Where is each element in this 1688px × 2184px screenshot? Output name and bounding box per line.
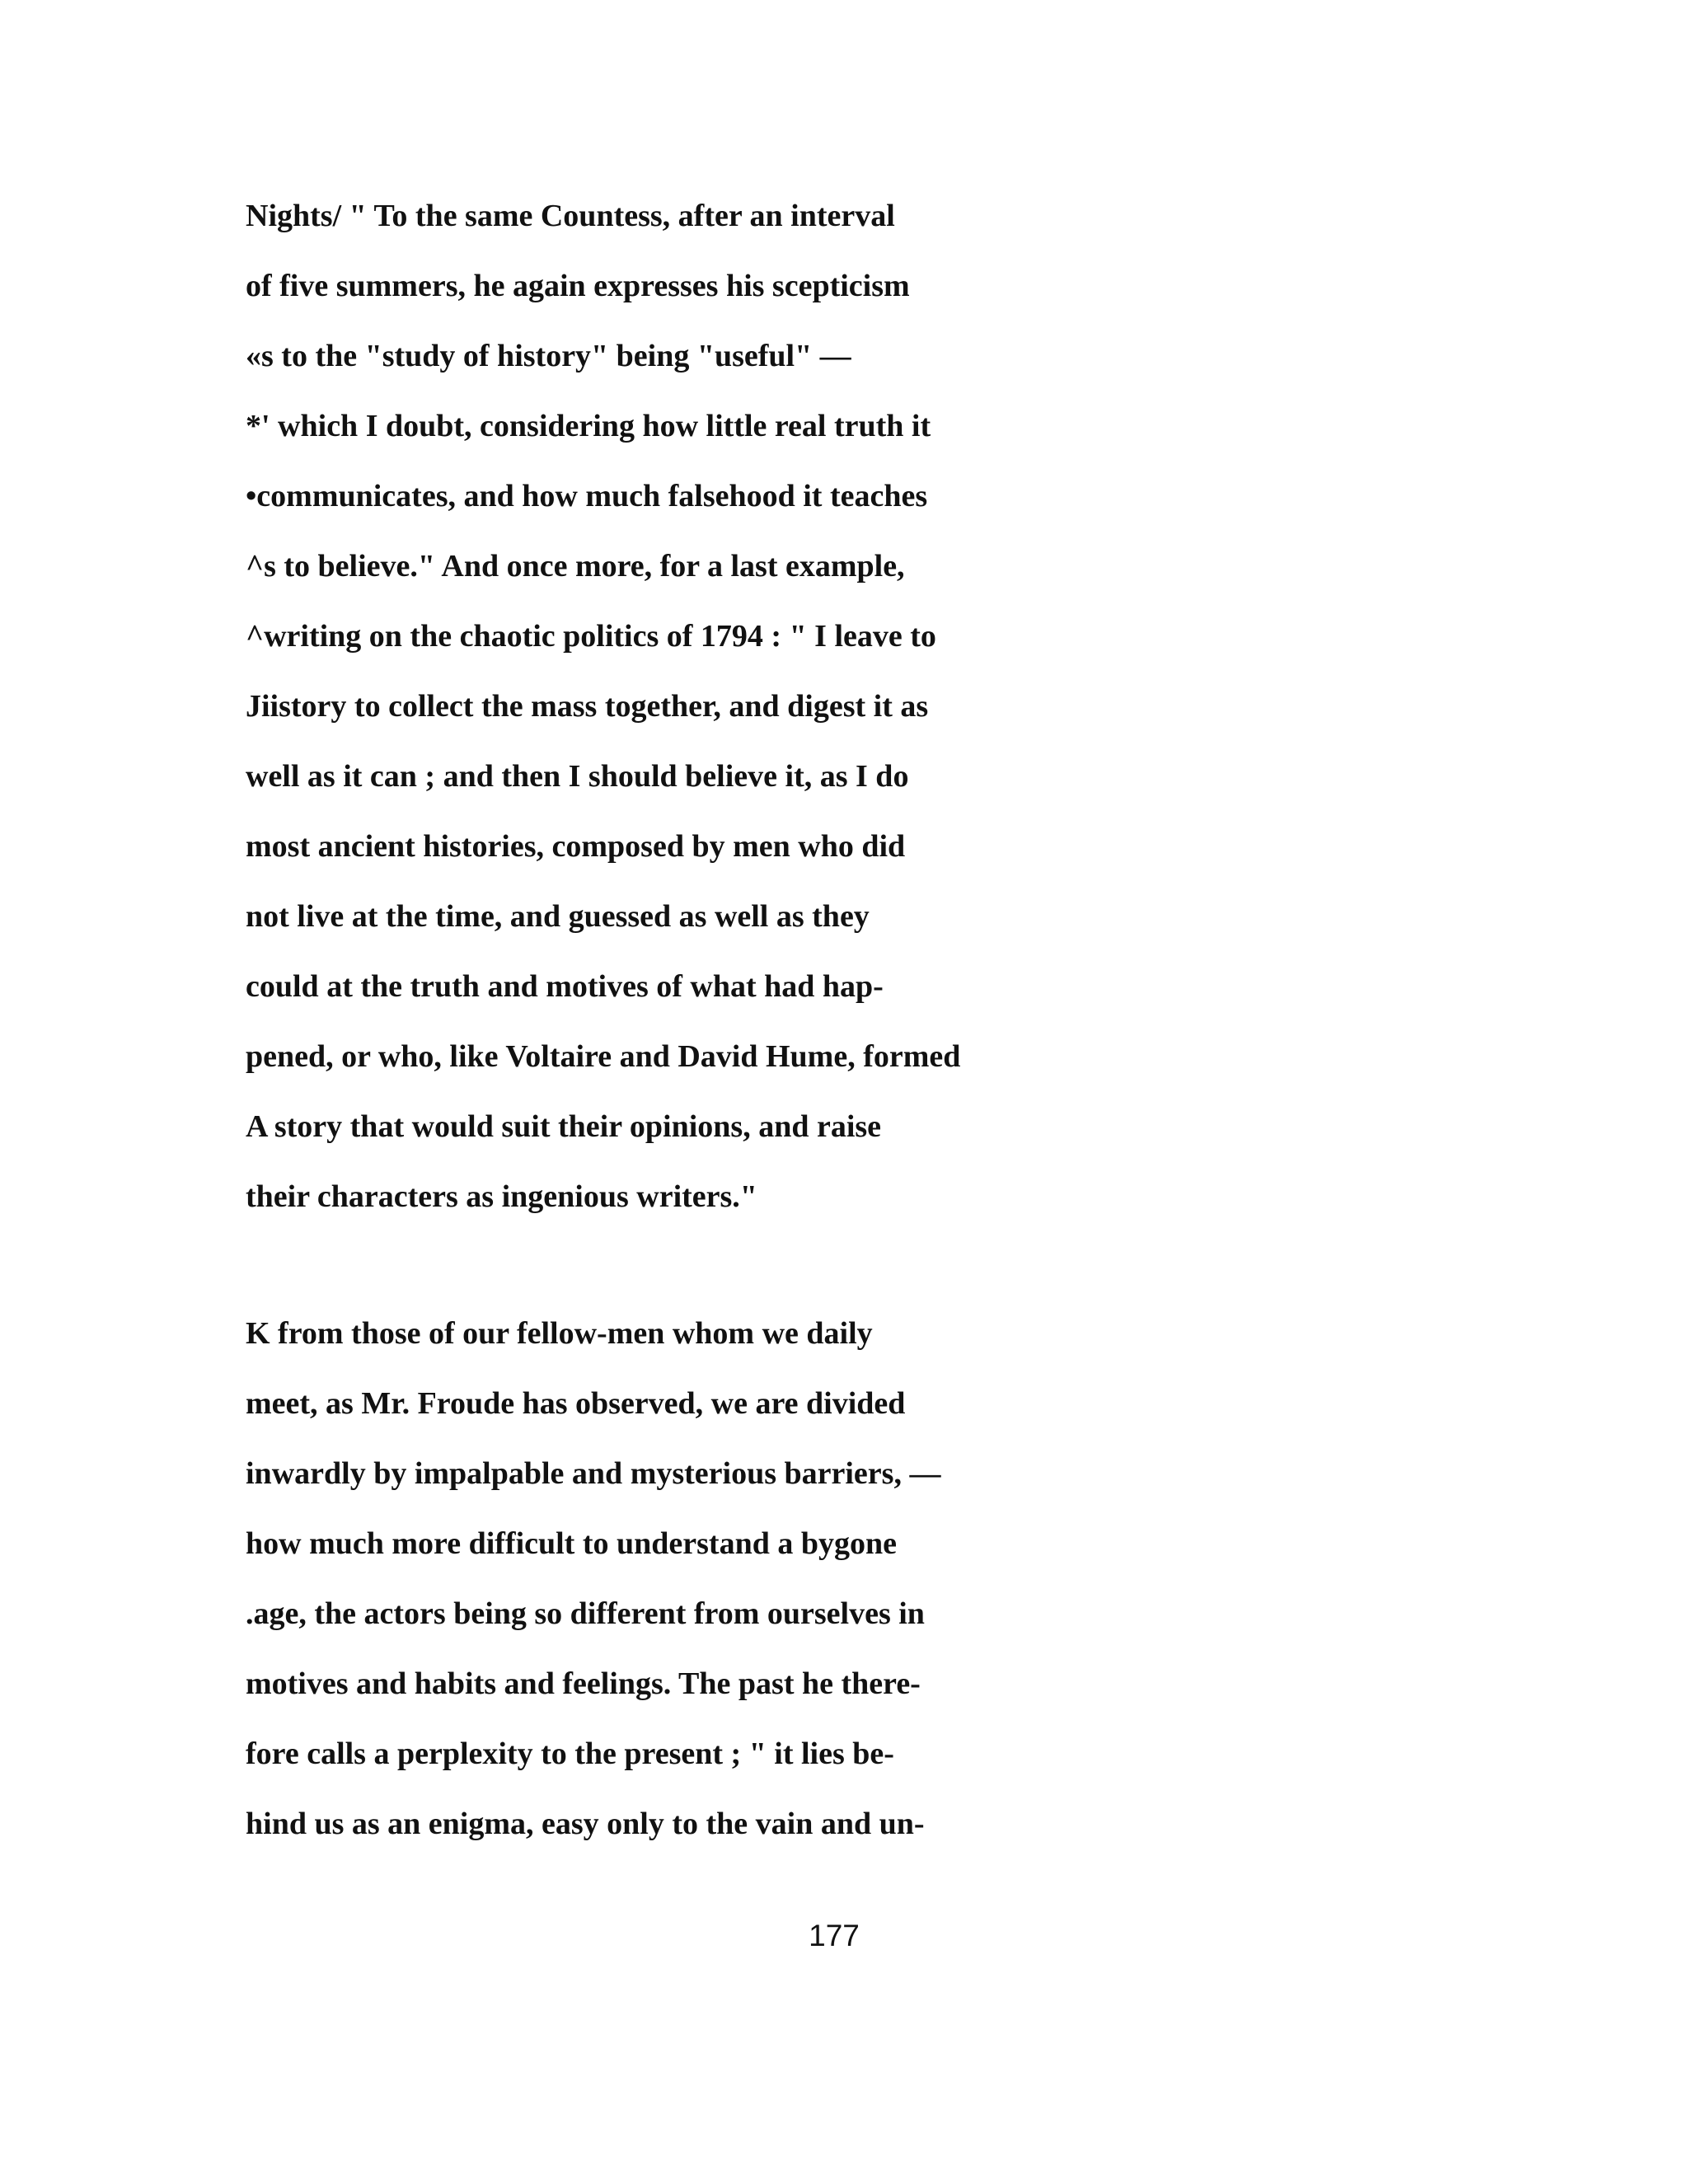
text-line: not live at the time, and guessed as well as they (246, 899, 870, 934)
text-line: their characters as ingenious writers." (246, 1179, 757, 1214)
text-line: Jiistory to collect the mass together, and digest it as (246, 689, 929, 724)
text-line: .age, the actors being so different from ourselves in (246, 1596, 925, 1631)
text-line: •communicates, and how much falsehood it teaches (246, 479, 928, 513)
text-line: motives and habits and feelings. The past he there- (246, 1666, 921, 1701)
paragraph (246, 191, 1647, 1242)
text-line: A story that would suit their opinions, and raise (246, 1109, 882, 1144)
text-line: inwardly by impalpable and mysterious barriers, — (246, 1456, 941, 1491)
paragraph (246, 1309, 1647, 1869)
text-line: well as it can ; and then I should believe it, as I do (246, 759, 909, 794)
text-line: *' which I doubt, considering how little real truth it (246, 409, 931, 443)
text-line: could at the truth and motives of what had hap- (246, 969, 884, 1004)
text-line: of five summers, he again expresses his scepticism (246, 269, 910, 303)
text-line: hind us as an enigma, easy only to the vain and un- (246, 1807, 925, 1841)
text-line: ^s to believe." And once more, for a last example, (246, 549, 905, 583)
text-line: pened, or who, like Voltaire and David Hume, formed (246, 1039, 961, 1074)
text-line: how much more difficult to understand a bygone (246, 1526, 897, 1561)
text-line: Nights/ " To the same Countess, after an interval (246, 199, 895, 233)
page-number: 177 (809, 1919, 860, 1952)
text-line: K from those of our fellow-men whom we daily (246, 1316, 873, 1351)
text-line: fore calls a perplexity to the present ; " it lies be- (246, 1736, 894, 1771)
text-line: most ancient histories, composed by men who did (246, 829, 906, 864)
text-line: «s to the "study of history" being "useful" — (246, 339, 851, 373)
text-line: meet, as Mr. Froude has observed, we are divided (246, 1386, 906, 1421)
text-line: ^writing on the chaotic politics of 1794 : " I leave to (246, 619, 936, 654)
